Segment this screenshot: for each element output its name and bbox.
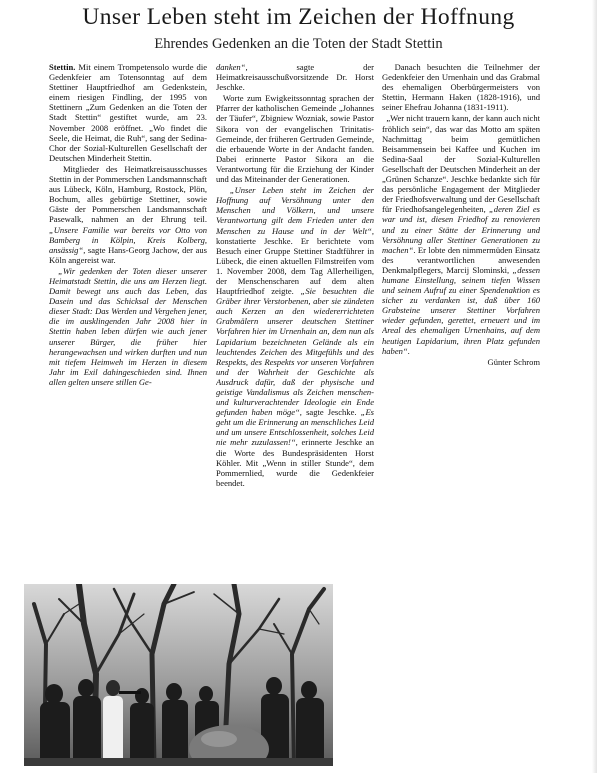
quote-text: „Es geht um die Erinnerung an menschliches Leid und um unsere Entschlossenheit, solches Leid nie mehr zuzulassen!“ (216, 407, 374, 448)
article-column-3 (382, 62, 540, 457)
quote-text: „Unsere Familie war bereits vor Otto von Bamberg in Kölpin, Kreis Kolberg, ansässig“ (49, 224, 207, 255)
article-column-1 (49, 62, 207, 582)
quote-text: danken“ (216, 62, 246, 72)
photo-illustration (24, 584, 333, 766)
article-column-2 (216, 62, 374, 582)
paragraph (216, 93, 374, 184)
paragraph-text: , sagte der Heimatkreisausschußvorsitzende Dr. Horst Jeschke. (216, 62, 374, 93)
paragraph (216, 62, 374, 92)
paragraph-text: . (407, 345, 410, 356)
paragraph-text: , erinnerte Jeschke an die Worte des Bundespräsidenten Horst Köhler. Mit „Wenn in stiller Stunde“, dem Pommernlied, wurde die Gedenkfeier beendet. (216, 437, 374, 488)
quote-text: „Wir gedenken der Toten dieser unserer Heimatstadt Stettin, die uns am Herzen liegt. Damit bewegt uns auch das Leben, das Dasein und das Schicksal der Menschen dieser Stadt: Das Werden und Vergehen jener, die im ausklingenden Jahr 2008 hier in Stettin haben leben dürfen wie auch jener unserer Bürger, die früher hier herangewachsen und wirken durften und nun mit tiefem Heimweh im Herzen in diesem Jahr im Exil dahingeschieden sind. Ihnen allen gelten unsere stillen Ge- (49, 265, 207, 387)
quote-text: „Sie besuchten die Gräber ihrer Verstorbenen, aber sie zündeten auch Kerzen an den wiedererrichteten Grabmälern unserer deutschen Stettiner Vorfahren hier im Urnenhain an, dem nun als Lapidarium bezeichneten Gelände als ein leuchtendes Zeichen des Mitgefühls und des Respekts, des Respekts vor unseren Vorfahren und der Wahrheit der Geschichte als Ausdruck dafür, daß der physische und geistige Vandalismus als Zeichen menschen- und kulturverachtender Ideologie ein Ende gefunden haben möge“ (216, 286, 374, 418)
paragraph-text: , konstatierte Jeschke. Er berichtete vom Besuch einer Gruppe Stettiner Stadtführer in Lübeck, die einen aktuellen Filmstreifen vom 1. November 2008, dem Tag Allerheiligen, der Menschenscharen auf dem alten Hauptfriedhof zeigte. (216, 225, 374, 297)
dateline: Stettin. (49, 62, 76, 72)
memorial-ceremony-photo (24, 584, 333, 766)
paragraph-text: Mit einem Trompetensolo wurde die Gedenkfeier am Totensonntag auf dem Stettiner Hauptfriedhof am Gedenkstein, einem riesigen Findling, der 1995 von Stettinern „Zum Gedenken an die Toten der Stadt Stettin“ gestiftet wurde, am 23. November 2008 eröffnet. „Wo findet die Seele, die Heimat, die Ruh“, sang der Sedina-Chor der Sozial-Kulturellen Gesellschaft der Deutschen Minderheit Stettin. (49, 62, 207, 163)
quote-text: „dessen humane Einstellung, seinem tiefen Wissen und seinem Aufruf zu einer Spendenaktion es sicher zu verdanken ist, daß über 160 Grabsteine unserer Stettiner Vorfahren wieder gefunden, gerettet, erneuert und im Areal des ehemaligen Urnenhains, auf dem heutigen Lapidarium, ihren Platz gefunden haben“ (382, 264, 540, 356)
paragraph-text: , sagte Jeschke. (299, 407, 357, 418)
paragraph-text: Mitglieder des Heimatkreisausschusses Stettin in der Pommerschen Landsmannschaft aus Lübeck, Köln, Hamburg, Rostock, Plön, Bochum, alles gebürtige Stettiner, sowie Gäste der Pommerschen Landsmannschaft Pasewalk, nahmen an der Ehrung teil. (49, 163, 207, 225)
subheadline: Ehrendes Gedenken an die Toten der Stadt Stettin (154, 36, 443, 52)
quote-text: „deren Ziel es war und ist, diesen Friedhof zu renovieren und zu einer Stätte der Erinnerung und Versöhnung aller Stettiner Generationen zu machen“ (382, 204, 540, 255)
paragraph-text: Danach besuchten die Teilnehmer der Gedenkfeier den Urnenhain und das Grabmal des ehemaligen Oberbürgermeisters von Stettin, Hermann Haken (1828-1916), und seiner Ehefrau Johanna (1831-1911). (382, 62, 540, 113)
paragraph (49, 164, 207, 265)
headline: Unser Leben steht im Zeichen der Hoffnung (82, 4, 515, 30)
paragraph-text: „Wer nicht trauern kann, der kann auch nicht fröhlich sein“, das war das Motto am späten Nachmittag beim gemütlichen Beisammensein bei Kaffee und Kuchen im Sedina-Saal der Sozial-Kulturellen Gesellschaft der Deutschen Minderheit an der „Grünen Schanze“. Jeschke bedankte sich für das persönliche Engagement der Mitglieder der Friedhofsverwaltung und der Gesellschaft für Friedhofsangelegenheiten, (382, 113, 540, 215)
paragraph (49, 62, 207, 163)
quote-text: „Unser Leben steht im Zeichen der Hoffnung auf Versöhnung unter den Menschen und Völkern, und unsere Verantwortung gilt dem Frieden unter den Menschen zu Hause und in der Welt“ (216, 185, 374, 236)
paragraph (49, 266, 207, 387)
paragraph (382, 113, 540, 355)
paragraph-text: Worte zum Ewigkeitssonntag sprachen der Pfarrer der katholischen Gemeinde „Johannes der Täufer“, Zbigniew Wozniak, sowie Pastor Sikora von der evangelischen Trinitatis-Gemeinde, der früheren Gertruden Gemeinde, die erbauende Worte in der Andacht fanden. Dabei erinnerte Pastor Sikora an die Verantwortung für die Erziehung der Kinder und das Miteinander der Generationen. (216, 93, 374, 185)
author-byline: Günter Schrom (487, 356, 540, 367)
paragraph-text: . Er lobte den nimmermüden Einsatz des verantwortlichen anwesenden Denkmalpflegers, Marcij Slominski, (382, 244, 540, 275)
paragraph-text: , sagte Hans-Georg Jachow, der aus Köln angereist war. (49, 244, 207, 265)
scan-edge (592, 0, 597, 773)
paragraph (216, 185, 374, 488)
paragraph (382, 62, 540, 112)
